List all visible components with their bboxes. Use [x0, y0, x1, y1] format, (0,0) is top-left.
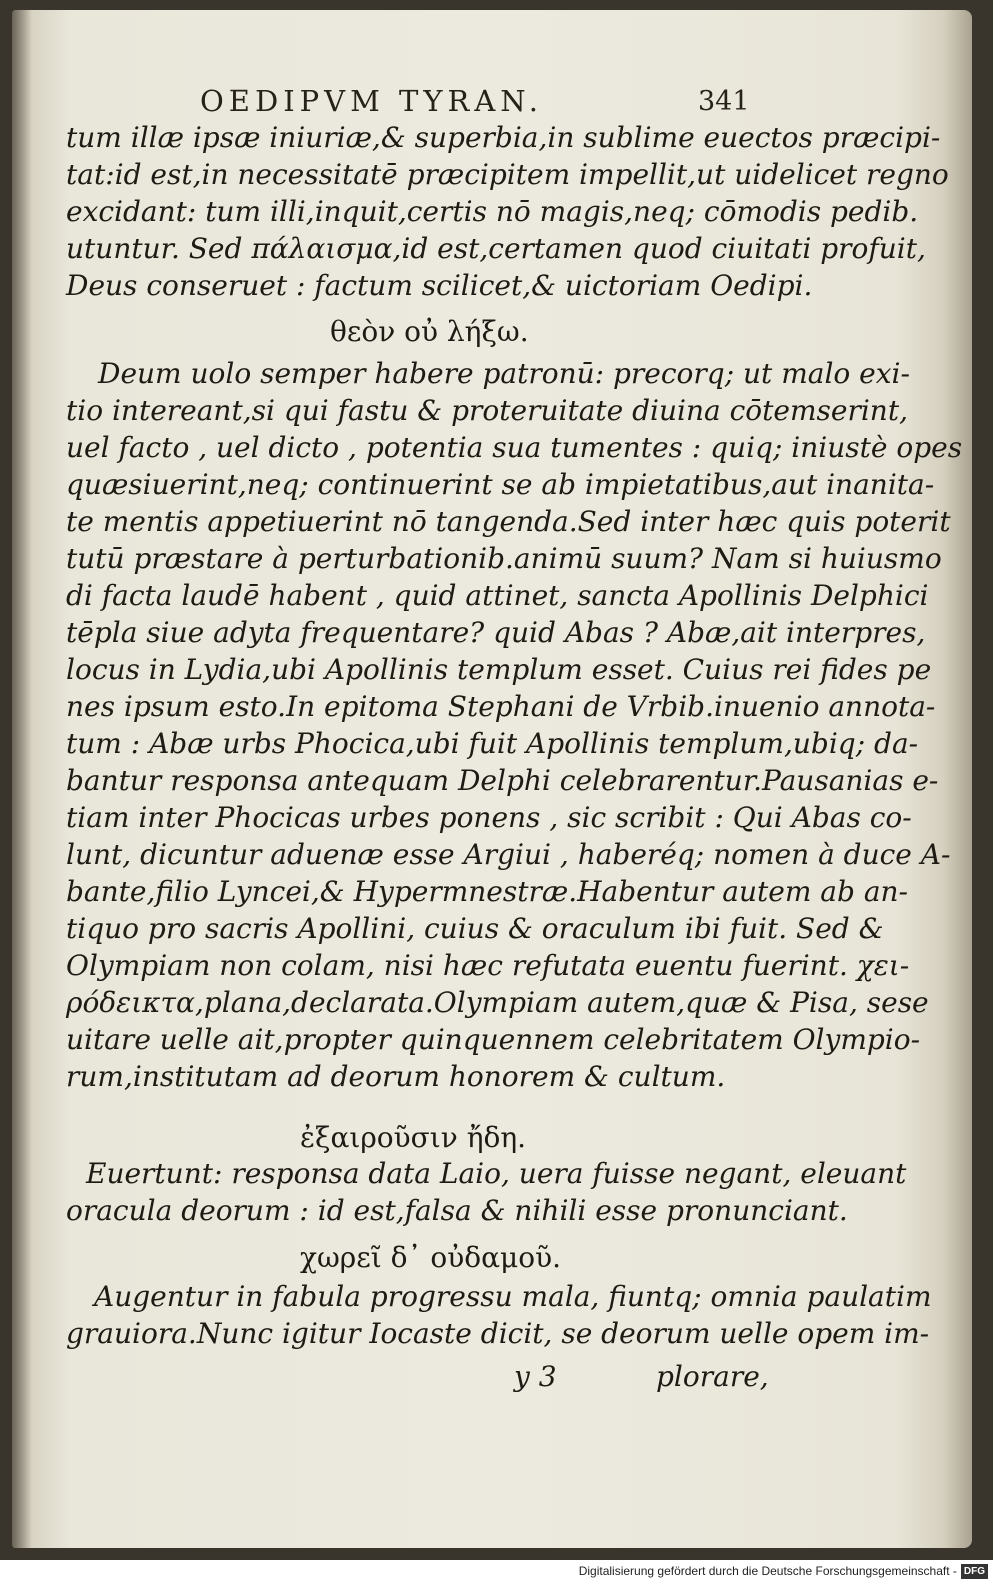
body-line: quæsiuerint,neq; continuerint se ab impietatibus,aut inanita- [66, 468, 935, 501]
body-line: rum,institutam ad deorum honorem & cultum. [66, 1060, 726, 1093]
body-line: lunt, dicuntur aduenæ esse Argiui , haberéq; nomen à duce A- [66, 838, 951, 871]
body-line: Olympiam non colam, nisi hæc refutata euentu fuerint. χει- [66, 949, 910, 982]
body-line: nes ipsum esto.In epitoma Stephani de Vrbib.inuenio annota- [66, 690, 936, 723]
body-line: tum illæ ipsæ iniuriæ,& superbia,in sublime euectos præcipi- [66, 121, 941, 154]
page-number: 341 [698, 86, 750, 117]
body-line: di facta laudē habent , quid attinet, sancta Apollinis Delphici [66, 579, 929, 612]
credit-text: Digitalisierung gefördert durch die Deutsche Forschungsgemeinschaft - [578, 1564, 957, 1578]
greek-lemma: ἐξαιροῦσιν ἤδη. [300, 1121, 526, 1154]
body-line: uel facto , uel dicto , potentia sua tumentes : quiq; iniustè opes [66, 431, 963, 464]
body-line: ρόδεικτα,plana,declarata.Olympiam autem,quæ & Pisa, sese [66, 986, 929, 1019]
dfg-logo-icon: DFG [961, 1564, 988, 1579]
body-line: excidant: tum illi,inquit,certis nō magis,neq; cōmodis pedib. [66, 195, 919, 228]
body-line: tat:id est,in necessitatē præcipitem impellit,ut uidelicet regno [66, 158, 949, 191]
catchword: plorare, [656, 1360, 769, 1393]
running-head: OEDIPVM TYRAN. [200, 84, 544, 118]
body-line: Deus conseruet : factum scilicet,& uictoriam Oedipi. [66, 269, 813, 302]
body-line: tēpla siue adyta frequentare? quid Abas ? Abæ,ait interpres, [66, 616, 926, 649]
body-line: locus in Lydia,ubi Apollinis templum esset. Cuius rei fides pe [66, 653, 932, 686]
body-line: utuntur. Sed πάλαισμα,id est,certamen quod ciuitati profuit, [66, 232, 926, 265]
body-line: tiquo pro sacris Apollini, cuius & oraculum ibi fuit. Sed & [66, 912, 884, 945]
body-line: Augentur in fabula progressu mala, fiuntq; omnia paulatim [94, 1280, 932, 1313]
greek-lemma: χωρεῖ δ᾽ οὐδαμοῦ. [300, 1241, 562, 1274]
digitization-credit [578, 1562, 988, 1580]
body-line: tio intereant,si qui fastu & proteruitate diuina cōtemserint, [66, 394, 908, 427]
signature-mark: y 3 [514, 1360, 557, 1393]
body-line: uitare uelle ait,propter quinquennem celebritatem Olympio- [66, 1023, 921, 1056]
body-line: grauiora.Nunc igitur Iocaste dicit, se deorum uelle opem im- [66, 1317, 930, 1350]
body-line: oracula deorum : id est,falsa & nihili esse pronunciant. [66, 1194, 848, 1227]
body-line: tiam inter Phocicas urbes ponens , sic scribit : Qui Abas co- [66, 801, 912, 834]
body-line: Euertunt: responsa data Laio, uera fuisse negant, eleuant [86, 1157, 907, 1190]
body-line: Deum uolo semper habere patronū: precorq; ut malo exi- [98, 357, 910, 390]
body-line: te mentis appetiuerint nō tangenda.Sed inter hæc quis poterit [66, 505, 951, 538]
body-line: tum : Abæ urbs Phocica,ubi fuit Apollinis templum,ubiq; da- [66, 727, 919, 760]
body-line: tutū præstare à perturbationib.animū suum? Nam si huiusmo [66, 542, 942, 575]
greek-lemma: θεὸν οὐ λήξω. [330, 315, 529, 348]
body-line: bante,filio Lyncei,& Hypermnestræ.Habentur autem ab an- [66, 875, 909, 908]
body-line: bantur responsa antequam Delphi celebrarentur.Pausanias e- [66, 764, 939, 797]
